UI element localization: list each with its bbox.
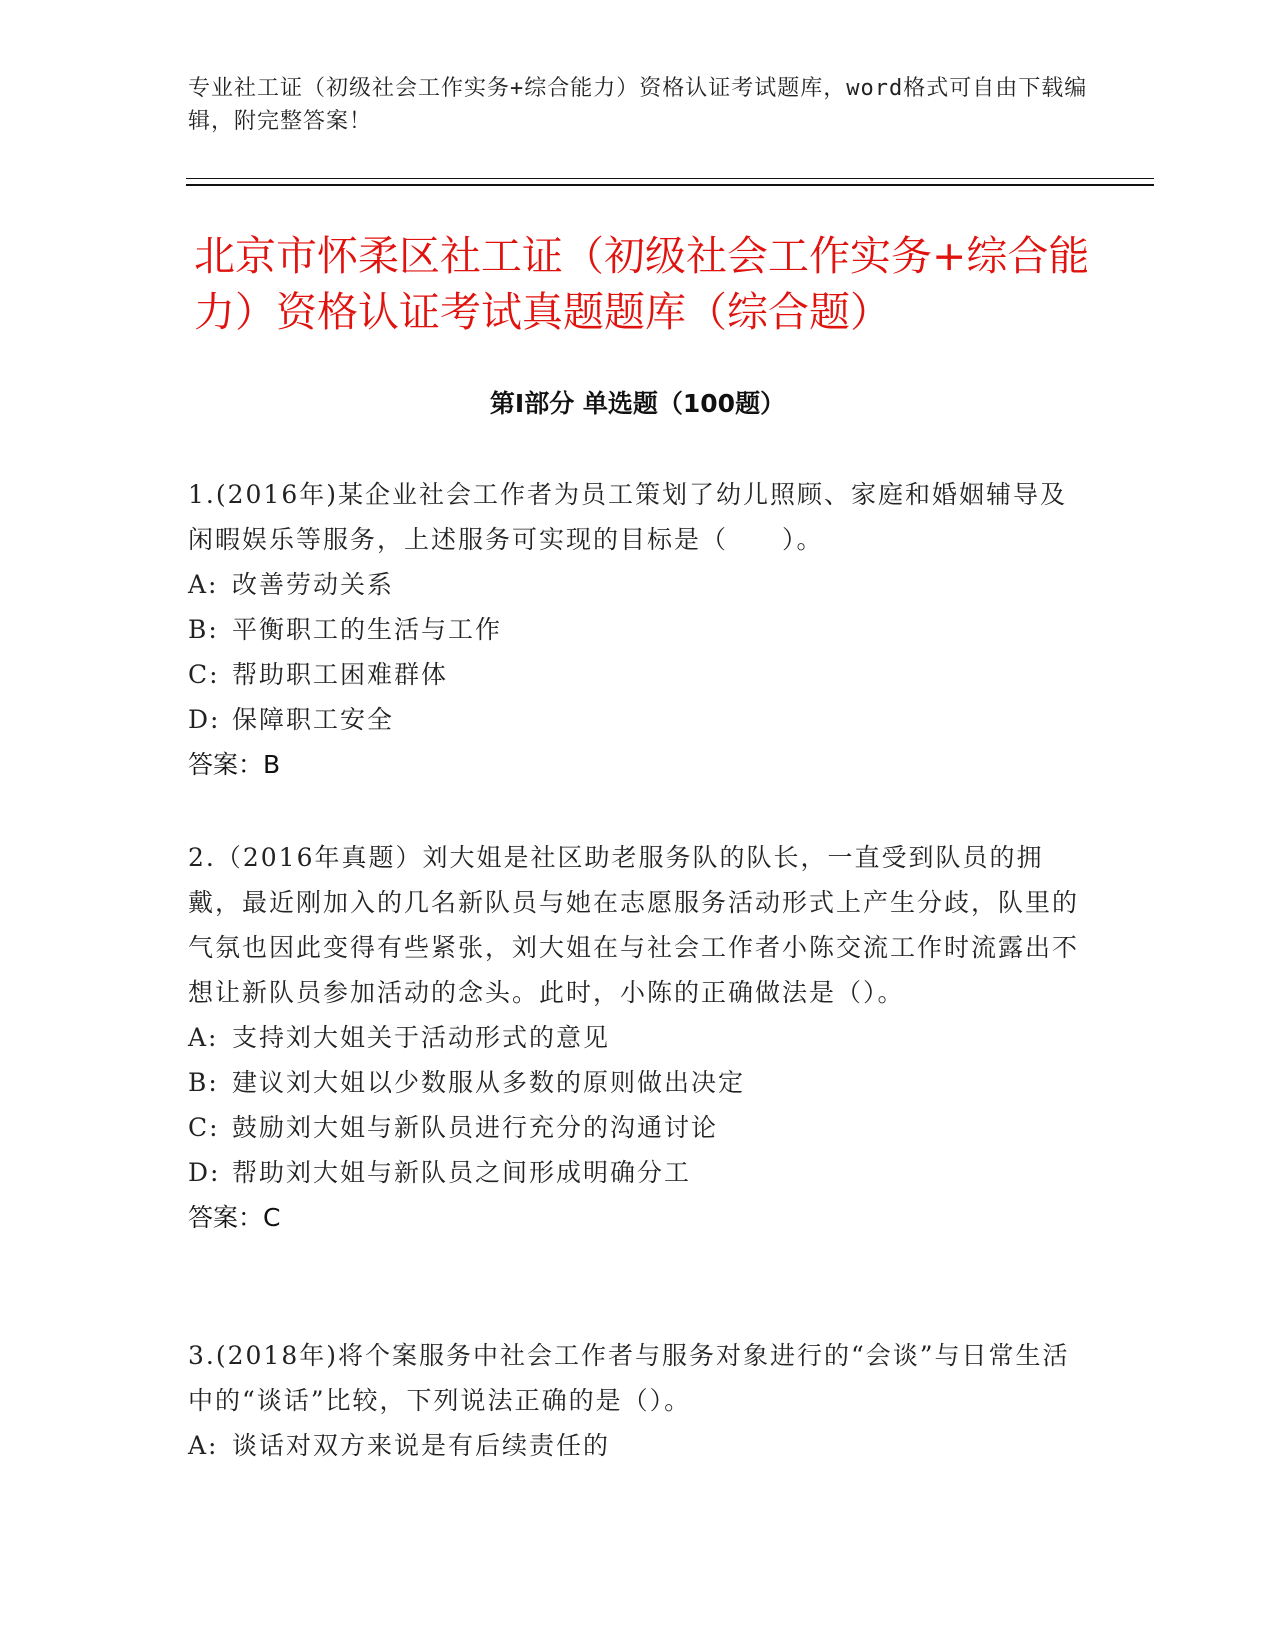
option-key: A: [188,570,219,599]
document-title: 北京市怀柔区社工证（初级社会工作实务+综合能力）资格认证考试真题题库（综合题） [194,232,1090,336]
option-key: A: [188,1431,219,1460]
option-key: C: [188,660,220,689]
question-option [188,1105,1088,1150]
question-stem: 2.（2016年真题）刘大姐是社区助老服务队的队长，一直受到队员的拥戴，最近刚加入的几名新队员与她在志愿服务活动形式上产生分歧，队里的气氛也因此变得有些紧张，刘大姐在与社会工作者小陈交流工作时流露出不想让新队员参加活动的念头。此时，小陈的正确做法是（）。 [188,843,1080,1007]
option-key: B: [188,1068,219,1097]
option-text: 帮助职工困难群体 [232,660,449,689]
option-text: 建议刘大姐以少数服从多数的原则做出决定 [232,1068,746,1097]
header-note: 专业社工证（初级社会工作实务+综合能力）资格认证考试题库，word格式可自由下载编辑，附完整答案！ [188,76,1088,134]
header-divider [186,178,1154,179]
question-option [188,607,1088,652]
question-option [188,1423,1088,1468]
option-key: C: [188,1113,220,1142]
question-option [188,1150,1088,1195]
option-key: D: [188,705,221,734]
option-text: 改善劳动关系 [232,570,395,599]
question-stem: 1.(2016年)某企业社会工作者为员工策划了幼儿照顾、家庭和婚姻辅导及闲暇娱乐等服务，上述服务可实现的目标是（ ）。 [188,480,1067,554]
option-text: 谈话对双方来说是有后续责任的 [232,1431,611,1460]
question-option [188,1060,1088,1105]
option-key: A: [188,1023,219,1052]
option-text: 保障职工安全 [232,705,395,734]
question-option [188,652,1088,697]
question-option [188,1015,1088,1060]
header-divider-thick [186,184,1154,186]
question-option [188,697,1088,742]
question-answer: 答案：B [188,750,281,779]
question-option [188,562,1088,607]
option-text: 平衡职工的生活与工作 [232,615,503,644]
option-text: 帮助刘大姐与新队员之间形成明确分工 [232,1158,692,1187]
question-stem: 3.(2018年)将个案服务中社会工作者与服务对象进行的“会谈”与日常生活中的“谈话”比较，下列说法正确的是（）。 [188,1341,1070,1415]
section-heading: 第Ⅰ部分 单选题（100题） [489,389,786,418]
question-answer: 答案：C [188,1203,281,1232]
question-3 [188,1333,1088,1468]
option-text: 鼓励刘大姐与新队员进行充分的沟通讨论 [232,1113,719,1142]
question-1 [188,472,1088,787]
option-key: D: [188,1158,221,1187]
option-text: 支持刘大姐关于活动形式的意见 [232,1023,611,1052]
option-key: B: [188,615,219,644]
question-2 [188,835,1088,1240]
